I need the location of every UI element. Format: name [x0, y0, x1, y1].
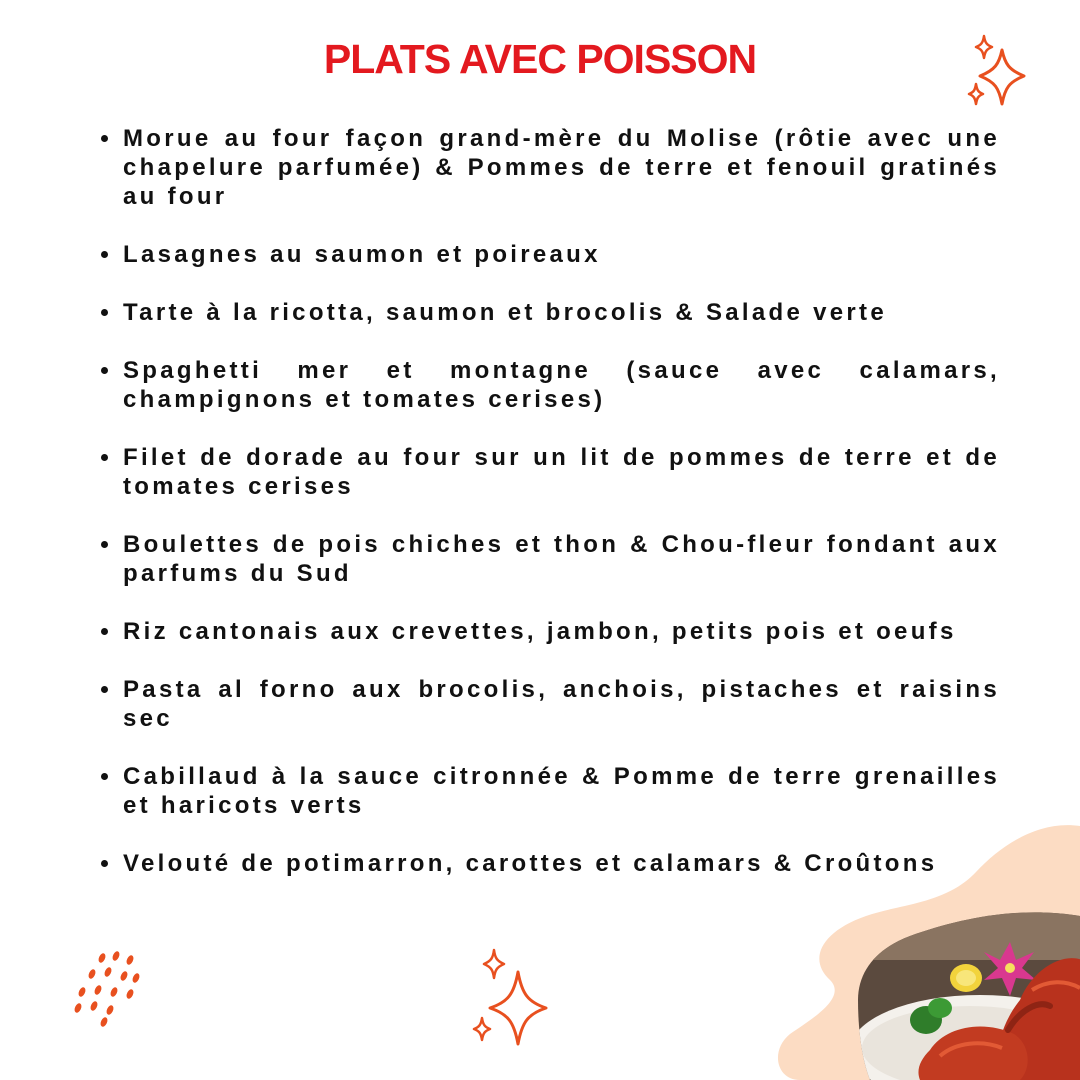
dish-text: Cabillaud à la sauce citronnée & Pomme de terre grenailles et haricots verts: [123, 763, 1000, 819]
bullet-icon: [101, 773, 108, 780]
bullet-icon: [101, 860, 108, 867]
bullet-icon: [101, 454, 108, 461]
bullet-icon: [101, 367, 108, 374]
dish-text: Lasagnes au saumon et poireaux: [123, 241, 601, 268]
dish-text: Morue au four façon grand-mère du Molise (rôtie avec une chapelure parfumée) & Pommes de terre et fenouil gratinés au four: [123, 125, 1000, 210]
list-item: [123, 530, 1000, 588]
confetti-dots-icon: [70, 950, 150, 1030]
dish-list: [123, 124, 1000, 907]
bullet-icon: [101, 541, 108, 548]
dish-text: Tarte à la ricotta, saumon et brocolis & Salade verte: [123, 299, 887, 326]
lobster-dish-photo: [770, 820, 1080, 1080]
bullet-icon: [101, 251, 108, 258]
sparkle-icon: [962, 34, 1028, 110]
dish-text: Filet de dorade au four sur un lit de pommes de terre et de tomates cerises: [123, 444, 1000, 500]
dish-text: Spaghetti mer et montagne (sauce avec calamars, champignons et tomates cerises): [123, 357, 1000, 413]
list-item: [123, 762, 1000, 820]
dish-text: Velouté de potimarron, carottes et calamars & Croûtons: [123, 850, 938, 877]
dish-text: Riz cantonais aux crevettes, jambon, petits pois et oeufs: [123, 618, 957, 645]
food-photo-area: [770, 820, 1080, 1080]
page-title: PLATS AVEC POISSON: [323, 36, 757, 82]
list-item: [123, 298, 1000, 327]
bullet-icon: [101, 628, 108, 635]
list-item: [123, 675, 1000, 733]
bullet-icon: [101, 135, 108, 142]
list-item: [123, 240, 1000, 269]
list-item: [123, 124, 1000, 211]
list-item: [123, 443, 1000, 501]
dish-text: Pasta al forno aux brocolis, anchois, pistaches et raisins sec: [123, 676, 1000, 732]
bullet-icon: [101, 686, 108, 693]
bullet-icon: [101, 309, 108, 316]
dish-text: Boulettes de pois chiches et thon & Chou-fleur fondant aux parfums du Sud: [123, 531, 1000, 587]
sparkle-icon: [466, 948, 552, 1052]
list-item: [123, 617, 1000, 646]
list-item: [123, 356, 1000, 414]
